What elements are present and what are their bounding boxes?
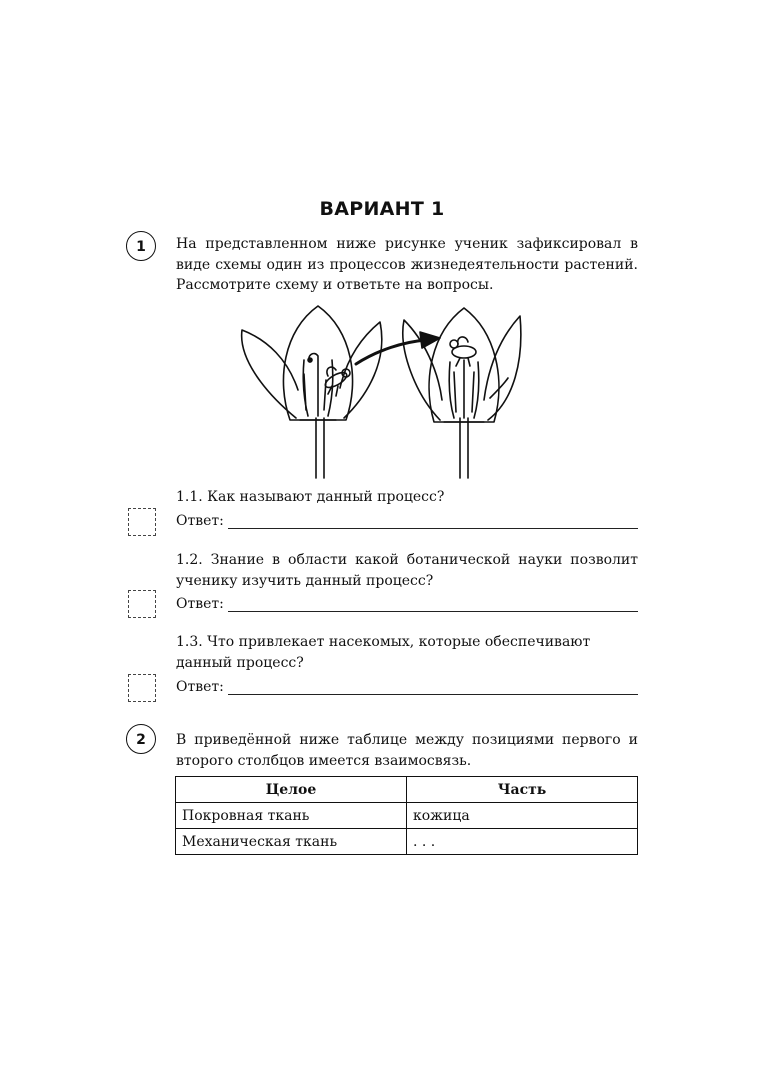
score-box-1-3 xyxy=(128,674,156,702)
table-cell: Механическая ткань xyxy=(176,829,407,855)
answer-field-1-2[interactable] xyxy=(228,597,638,612)
left-flower xyxy=(242,306,382,478)
answer-label: Ответ: xyxy=(176,596,224,612)
task2-intro: В приведённой ниже таблице между позициями первого и второго столбцов имеется взаимосвязь. xyxy=(176,732,638,769)
answer-row-1-1 xyxy=(176,513,638,529)
table-row xyxy=(176,803,638,829)
question-1-1: 1.1. Как называют данный процесс? xyxy=(176,489,445,505)
relation-table xyxy=(175,776,638,855)
score-box-1-1 xyxy=(128,508,156,536)
question-1-2: 1.2. Знание в области какой ботанической науки позволит ученику изучить данный процесс? xyxy=(176,552,638,589)
task1-intro: На представленном ниже рисунке ученик зафиксировал в виде схемы один из процессов жизнедеятельности растений. Рассмотрите схему и ответьте на вопросы. xyxy=(176,236,638,293)
answer-row-1-3 xyxy=(176,679,638,695)
table-header-part: Часть xyxy=(407,777,638,803)
table-cell: . . . xyxy=(407,829,638,855)
page-title: ВАРИАНТ 1 xyxy=(319,198,445,220)
task-number-1: 1 xyxy=(126,231,156,261)
answer-field-1-3[interactable] xyxy=(228,680,638,695)
answer-row-1-2 xyxy=(176,596,638,612)
question-1-3: 1.3. Что привлекает насекомых, которые обеспечивают данный процесс? xyxy=(176,634,591,671)
table-cell: Покровная ткань xyxy=(176,803,407,829)
pollination-illustration xyxy=(228,300,528,480)
bee-right xyxy=(450,337,476,366)
bee-left xyxy=(323,367,350,396)
answer-field-1-1[interactable] xyxy=(228,514,638,529)
score-box-1-2 xyxy=(128,590,156,618)
answer-label: Ответ: xyxy=(176,679,224,695)
task-number-2: 2 xyxy=(126,724,156,754)
answer-label: Ответ: xyxy=(176,513,224,529)
table-cell: кожица xyxy=(407,803,638,829)
table-header-row xyxy=(176,777,638,803)
table-header-whole: Целое xyxy=(176,777,407,803)
table-row xyxy=(176,829,638,855)
